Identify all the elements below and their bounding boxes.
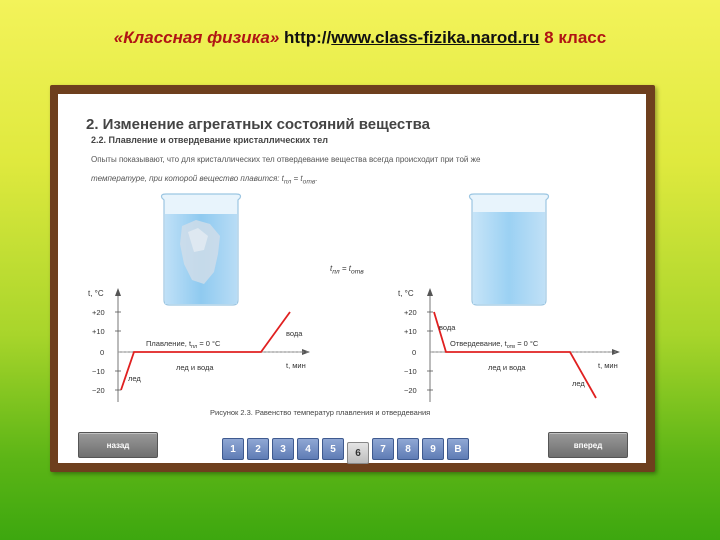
- tick-label: +10: [92, 327, 105, 336]
- y-axis-label: t, °C: [398, 289, 414, 298]
- page-button-4[interactable]: 4: [297, 438, 319, 460]
- page-button-1[interactable]: 1: [222, 438, 244, 460]
- lesson-subtitle: 2.2. Плавление и отвердевание кристаллических тел: [91, 135, 328, 145]
- url-main: www.class-fizika.narod.ru: [331, 28, 540, 47]
- forward-button[interactable]: вперед: [548, 432, 628, 458]
- page-button-8[interactable]: 8: [397, 438, 419, 460]
- page-navigation: [222, 438, 469, 464]
- lesson-paragraph: [91, 150, 636, 192]
- figure-caption: Рисунок 2.3. Равенство температур плавления и отвердевания: [210, 408, 431, 417]
- lesson-panel: [58, 94, 646, 463]
- x-axis-label: t, мин: [286, 361, 306, 370]
- page-button-questions[interactable]: В: [447, 438, 469, 460]
- label-ice: лед: [128, 374, 141, 383]
- site-url[interactable]: [284, 28, 539, 47]
- page-button-9[interactable]: 9: [422, 438, 444, 460]
- tick-label: −20: [92, 386, 105, 395]
- tick-label: +20: [92, 308, 105, 317]
- solidification-graph: [390, 284, 635, 404]
- paragraph-line-1: Опыты показывают, что для кристаллических тел отвердевание вещества всегда происходит при той же: [91, 155, 481, 164]
- back-button[interactable]: назад: [78, 432, 158, 458]
- label-water: вода: [286, 329, 303, 338]
- melting-graph: [78, 284, 323, 404]
- melting-curve: [121, 312, 290, 390]
- grade-label: 8 класс: [544, 28, 607, 47]
- page-button-3[interactable]: 3: [272, 438, 294, 460]
- label-ice-water: лед и вода: [176, 363, 214, 372]
- slide-header: [0, 28, 720, 48]
- url-prefix: http://: [284, 28, 332, 47]
- paragraph-line-2: [91, 169, 636, 192]
- label-ice-water: лед и вода: [488, 363, 526, 372]
- lesson-title: 2. Изменение агрегатных состояний вещества: [86, 116, 430, 133]
- page-button-7[interactable]: 7: [372, 438, 394, 460]
- label-water: вода: [439, 323, 456, 332]
- page-button-2[interactable]: 2: [247, 438, 269, 460]
- tick-label: −20: [404, 386, 417, 395]
- tick-label: −10: [404, 367, 417, 376]
- brand-title: «Классная физика»: [113, 28, 280, 47]
- formula-center: $t_{пл} = t_{отв}$: [330, 264, 364, 276]
- x-axis-label: t, мин: [598, 361, 618, 370]
- tick-label: +20: [404, 308, 417, 317]
- tick-label: 0: [412, 348, 417, 357]
- tick-label: +10: [404, 327, 417, 336]
- page-button-6[interactable]: 6: [347, 442, 369, 464]
- paragraph-line-2-text: температуре, при которой вещество плавится: t: [91, 174, 284, 183]
- process-label: Отвердевание, $t_{отв} = 0$ °C: [450, 339, 539, 350]
- tick-label: −10: [92, 367, 105, 376]
- label-ice: лед: [572, 379, 585, 388]
- process-label: Плавление, $t_{пл} = 0$ °C: [146, 339, 221, 350]
- tick-label: 0: [100, 348, 105, 357]
- page-button-5[interactable]: 5: [322, 438, 344, 460]
- paragraph-formula: $_{пл} = t_{отв}$.: [283, 174, 318, 186]
- y-axis-label: t, °C: [88, 289, 104, 298]
